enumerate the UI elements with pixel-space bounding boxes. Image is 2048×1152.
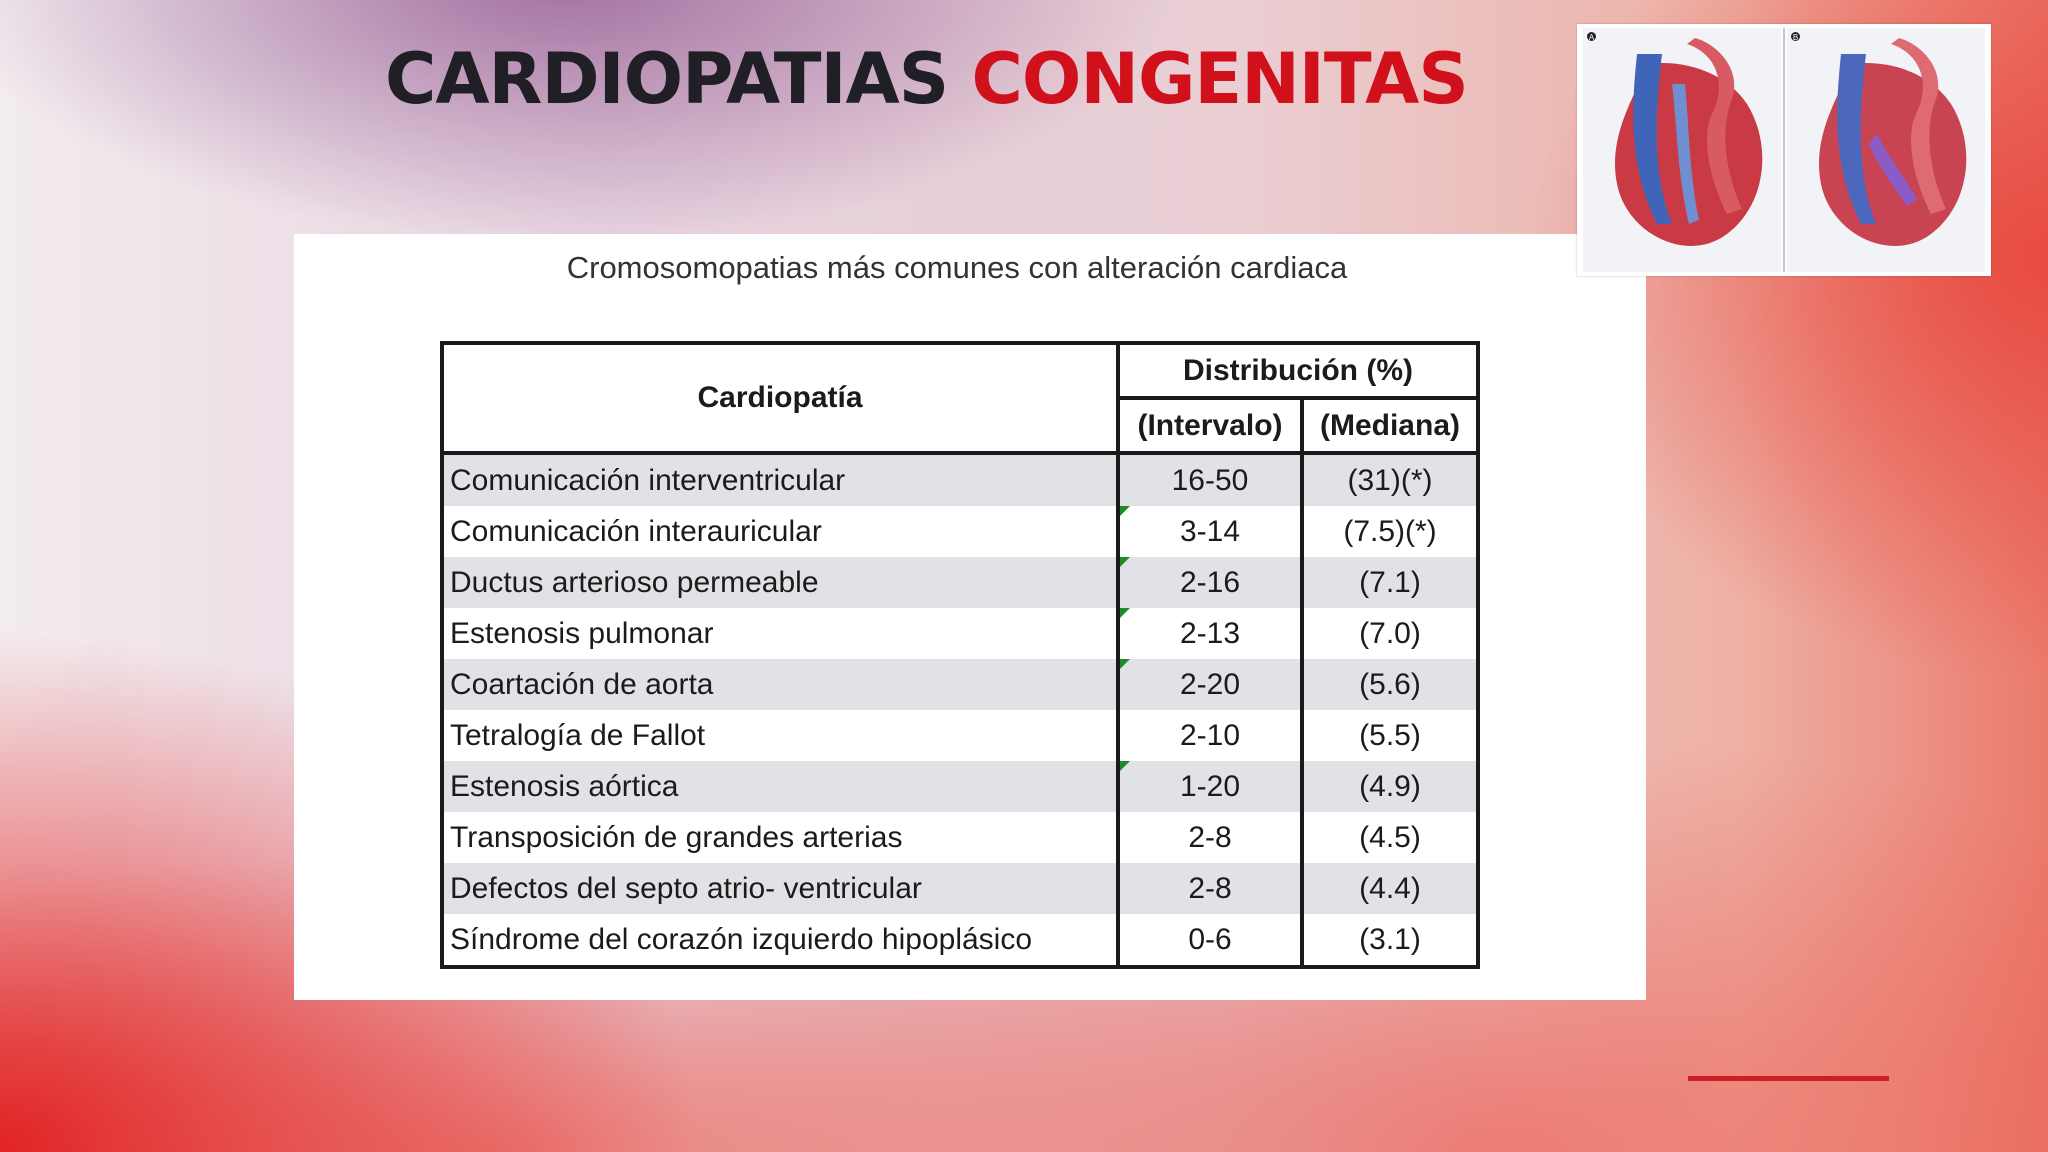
row-mediana: (7.5)(*) — [1302, 506, 1478, 557]
row-name: Coartación de aorta — [442, 659, 1118, 710]
row-name: Estenosis aórtica — [442, 761, 1118, 812]
row-mediana: (5.6) — [1302, 659, 1478, 710]
row-name: Comunicación interventricular — [442, 453, 1118, 506]
row-intervalo-text: 1-20 — [1179, 769, 1241, 803]
title-part-2: CONGENITAS — [971, 38, 1468, 120]
row-intervalo-text: 2-13 — [1179, 616, 1241, 650]
table-caption: Cromosomopatias más comunes con alteración cardiaca — [566, 250, 1348, 285]
row-name: Defectos del septo atrio- ventricular — [442, 863, 1118, 914]
table-row — [442, 914, 1478, 967]
comment-marker-icon — [1120, 659, 1130, 669]
row-mediana: (4.4) — [1302, 863, 1478, 914]
row-intervalo — [1118, 557, 1302, 608]
row-intervalo: 2-8 — [1118, 863, 1302, 914]
row-intervalo — [1118, 608, 1302, 659]
row-name: Estenosis pulmonar — [442, 608, 1118, 659]
comment-marker-icon — [1120, 557, 1130, 567]
row-intervalo-text: 3-14 — [1179, 514, 1241, 548]
panel-b-label: B — [1792, 33, 1799, 42]
table-row — [442, 710, 1478, 761]
slide-title — [385, 36, 1468, 122]
table-row — [442, 659, 1478, 710]
table-row — [442, 506, 1478, 557]
row-intervalo-text: 2-20 — [1179, 667, 1241, 701]
row-mediana: (7.1) — [1302, 557, 1478, 608]
row-mediana: (31)(*) — [1302, 453, 1478, 506]
table-row — [442, 557, 1478, 608]
row-mediana: (4.9) — [1302, 761, 1478, 812]
row-intervalo: 16-50 — [1118, 453, 1302, 506]
heart-diagram-image — [1577, 24, 1991, 276]
table-row — [442, 608, 1478, 659]
row-mediana: (7.0) — [1302, 608, 1478, 659]
table-row — [442, 812, 1478, 863]
table-panel — [294, 234, 1646, 1000]
header-distribucion: Distribución (%) — [1118, 343, 1478, 398]
comment-marker-icon — [1120, 506, 1130, 516]
title-part-1: CARDIOPATIAS — [385, 38, 949, 120]
table-row — [442, 863, 1478, 914]
comment-marker-icon — [1120, 608, 1130, 618]
comment-marker-icon — [1120, 761, 1130, 771]
header-mediana: (Mediana) — [1302, 398, 1478, 453]
row-name: Ductus arterioso permeable — [442, 557, 1118, 608]
row-intervalo — [1118, 659, 1302, 710]
heart-diagram-icon — [1577, 24, 1991, 276]
panel-a-label: A — [1588, 33, 1595, 42]
row-name: Tetralogía de Fallot — [442, 710, 1118, 761]
row-intervalo: 2-8 — [1118, 812, 1302, 863]
table-row — [442, 453, 1478, 506]
row-name: Transposición de grandes arterias — [442, 812, 1118, 863]
row-name: Síndrome del corazón izquierdo hipoplásico — [442, 914, 1118, 967]
row-intervalo-text: 2-16 — [1179, 565, 1241, 599]
table-row — [442, 761, 1478, 812]
cardiopathy-table — [440, 341, 1480, 969]
accent-line — [1688, 1076, 1889, 1081]
row-mediana: (4.5) — [1302, 812, 1478, 863]
header-intervalo: (Intervalo) — [1118, 398, 1302, 453]
row-name: Comunicación interauricular — [442, 506, 1118, 557]
row-mediana: (5.5) — [1302, 710, 1478, 761]
row-intervalo — [1118, 761, 1302, 812]
row-intervalo: 2-10 — [1118, 710, 1302, 761]
row-intervalo — [1118, 506, 1302, 557]
row-mediana: (3.1) — [1302, 914, 1478, 967]
header-cardiopatia: Cardiopatía — [442, 343, 1118, 453]
row-intervalo: 0-6 — [1118, 914, 1302, 967]
